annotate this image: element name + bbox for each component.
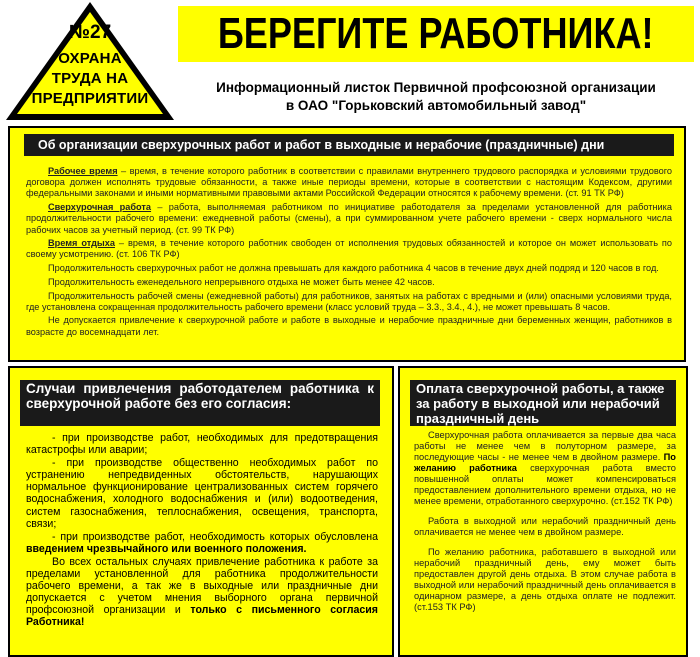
hazardous-shift-limit: Продолжительность рабочей смены (ежедневной работы) для работников, занятых на работах с вредными и (или) опасными условиями труда, где установлена сокращенная продолжительность рабочего времени (класс условий труда – 3.3., 3.4., 4.), не может превышать 8 часов. xyxy=(26,290,672,312)
top-section-text xyxy=(26,166,672,340)
page-title: БЕРЕГИТЕ РАБОТНИКА! xyxy=(218,9,654,58)
left-section-heading: Случаи привлечения работодателем работника к сверхурочной работе без его согласия: xyxy=(20,380,380,426)
overtime-payment-panel xyxy=(398,366,688,657)
consent-requirement: Во всех остальных случаях привлечение работника к работе за пределами установленной для работника продолжительности рабочего времени, а так же в выходные или праздничные дни допускается с учетом мнения выборного органа первичной профсоюзной организации и только с письменного согласия Работника! xyxy=(26,555,378,629)
title-banner xyxy=(178,6,694,62)
definition-working-time: Рабочее время – время, в течение которого работник в соответствии с правилами внутреннего трудового распорядка и условиями трудового договора должен исполнять трудовые обязанности, а также иные периоды времени, которые в соответствии с настоящим Кодексом, другими федеральными законами и иными нормативными правовыми актами Российской Федерации относятся к рабочему времени. (ст. 91 ТК РФ) xyxy=(26,166,673,199)
right-section-heading: Оплата сверхурочной работы, а также за работу в выходной или нерабочий праздничный день xyxy=(410,380,676,426)
overtime-pay-rule: Сверхурочная работа оплачивается за первые два часа работы не менее чем в полуторном размере, за последующие часы - не менее чем в двойном размере. По желанию работника сверхурочная работа вместо повышенной оплаты может компенсироваться предоставлением дополнительного времени отдыха, но не менее времени, отработанного сверхурочно. (ст.152 ТК РФ) xyxy=(414,430,676,506)
badge-number: №27 xyxy=(68,22,112,43)
safety-badge xyxy=(4,0,176,122)
definition-rest-time: Время отдыха – время, в течение которого работник свободен от исполнения трудовых обязанностей и которое он может использовать по своему усмотрению. (ст. 106 ТК РФ) xyxy=(26,238,672,260)
case-item-2: - при производстве общественно необходимых работ по устранению непредвиденных обстоятельств, нарушающих нормальное функционирование централизованных систем горячего водоснабжения, холодного водоснабжения и (или) водоотведения, систем газоснабжения, теплоснабжения, освещения, транспорта, связи; xyxy=(26,457,378,530)
header xyxy=(0,0,700,122)
overtime-limit: Продолжительность сверхурочных работ не должна превышать для каждого работника 4 часов в течение двух дней подряд и 120 часов в год. xyxy=(48,263,659,274)
subtitle-line-1: Информационный листок Первичной профсоюзной организации xyxy=(216,80,656,95)
overtime-definitions-panel xyxy=(8,126,686,362)
top-section-heading: Об организации сверхурочных работ и работ в выходные и нерабочие (праздничные) дни xyxy=(24,134,674,156)
day-off-rule: По желанию работника, работавшего в выходной или нерабочий праздничный день, ему может быть предоставлен другой день отдыха. В этом случае работа в выходной или нерабочий праздничный день оплачивается в одинарном размере, а день отдыха оплате не подлежит. (ст.153 ТК РФ) xyxy=(414,547,676,612)
weekly-rest-limit: Продолжительность еженедельного непрерывного отдыха не может быть менее 42 часов. xyxy=(48,276,435,287)
case-item-1: - при производстве работ, необходимых для предотвращения катастрофы или аварии; xyxy=(26,432,378,457)
badge-line-2: ТРУДА НА xyxy=(51,70,129,87)
right-section-text xyxy=(414,430,676,622)
prohibited-categories: Не допускается привлечение к сверхурочной работе и работе в выходные и нерабочие праздничные дни беременных женщин, работников в возрасте до восемнадцати лет. xyxy=(26,315,672,337)
badge-line-1: ОХРАНА xyxy=(58,50,122,67)
badge-line-3: ПРЕДПРИЯТИИ xyxy=(31,90,149,107)
subtitle-line-2: в ОАО "Горьковский автомобильный завод" xyxy=(285,98,587,113)
holiday-pay-rule: Работа в выходной или нерабочий праздничный день оплачивается не менее чем в двойном размере. xyxy=(414,516,676,537)
no-consent-cases-panel xyxy=(8,366,394,657)
definition-overtime: Сверхурочная работа – работа, выполняемая работником по инициативе работодателя за пределами установленной для работника продолжительности рабочего времени: ежедневной работы (смены), а при суммированном учете рабочего времени - сверх нормального числа рабочих часов за учетный период. (ст. 99 ТК РФ) xyxy=(26,202,672,235)
left-section-text xyxy=(26,432,378,630)
case-item-3: - при производстве работ, необходимость которых обусловлена введением чрезвычайного или военного положения. xyxy=(26,530,378,555)
